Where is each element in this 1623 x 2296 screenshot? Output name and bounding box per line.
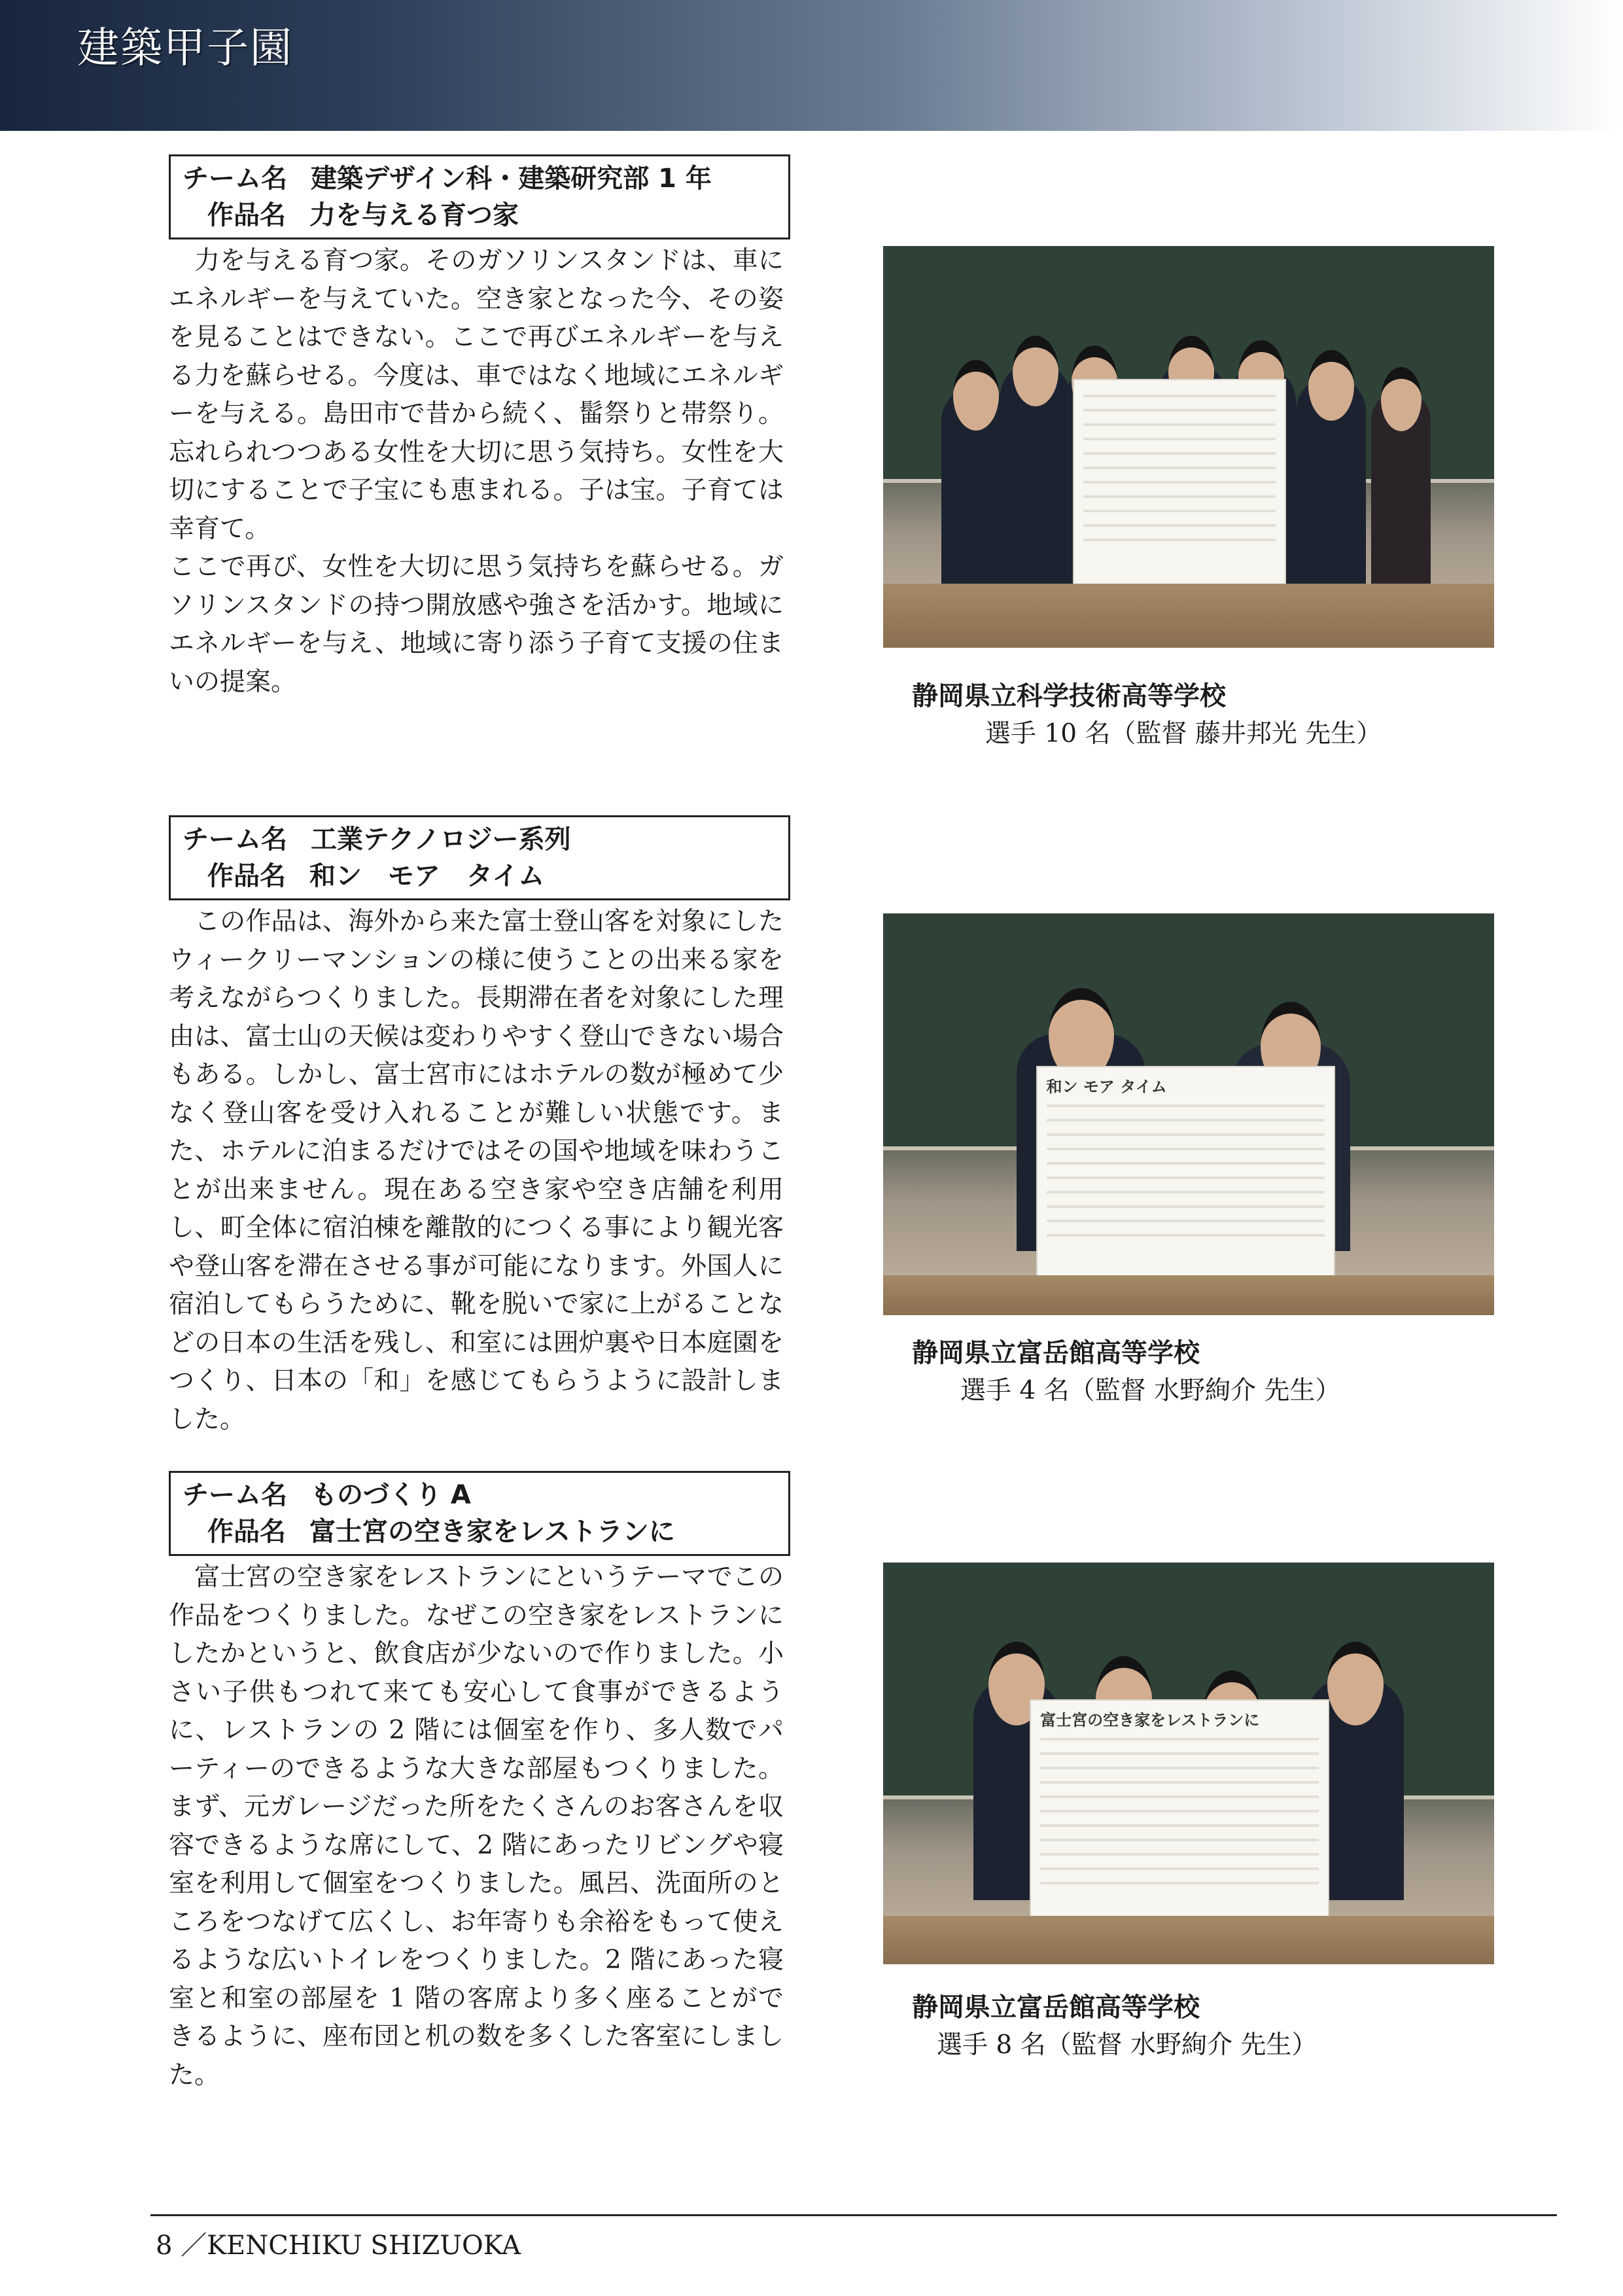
- team-photo: [883, 246, 1494, 648]
- work-label: 作品名: [207, 861, 286, 891]
- presentation-poster: [1036, 1066, 1336, 1283]
- presentation-poster: [1030, 1699, 1329, 1940]
- team-info-box: [169, 815, 790, 900]
- players-info: 選手 4 名（監督 水野絢介 先生）: [960, 1376, 1341, 1405]
- entry-1: [169, 154, 888, 701]
- team-name: 建築デザイン科・建築研究部 1 年: [311, 164, 712, 194]
- entry-2: [169, 815, 888, 1439]
- footer-rule: [150, 2214, 1557, 2216]
- presentation-poster: [1073, 379, 1287, 612]
- page-section-title: 建築甲子園: [77, 24, 293, 73]
- table: [883, 1916, 1494, 1964]
- team-name: 工業テクノロジー系列: [311, 824, 571, 855]
- school-name: 静岡県立富岳館高等学校: [912, 1338, 1200, 1368]
- players-info: 選手 10 名（監督 藤井邦光 先生）: [985, 719, 1382, 749]
- team-name: ものづくり A: [311, 1480, 471, 1510]
- work-name: 和ン モア タイム: [309, 861, 545, 891]
- players-info: 選手 8 名（監督 水野絢介 先生）: [937, 2030, 1318, 2060]
- school-name: 静岡県立科学技術高等学校: [912, 681, 1226, 711]
- work-name: 力を与える育つ家: [309, 200, 519, 230]
- team-label: チーム名: [183, 824, 287, 855]
- entry-3: [169, 1471, 888, 2094]
- work-label: 作品名: [207, 200, 286, 230]
- poster-title: 富士宮の空き家をレストランに: [1040, 1710, 1260, 1729]
- description-paragraph: ここで再び、女性を大切に思う気持ちを蘇らせる。ガソリンスタンドの持つ開放感や強さを活かす。地域にエネルギーを与え、地域に寄り添う子育て支援の住まいの提案。: [169, 552, 784, 697]
- work-label: 作品名: [207, 1517, 286, 1547]
- school-name: 静岡県立富岳館高等学校: [912, 1992, 1200, 2022]
- team-photo: [883, 913, 1494, 1315]
- table: [883, 584, 1494, 648]
- team-label: チーム名: [183, 164, 287, 194]
- description-paragraph: この作品は、海外から来た富士登山客を対象にしたウィークリーマンションの様に使うことの出来る家を考えながらつくりました。長期滞在者を対象にした理由は、富士山の天候は変わりやすく登山できない場合もある。しかし、富士宮市にはホテルの数が極めて少なく登山客を受け入れることが難しい状態です。また、ホテルに泊まるだけではその国や地域を味わうことが出来ません。現在ある空き家や空き店舗を利用し、町全体に宿泊棟を離散的につくる事により観光客や登山客を滞在させる事が可能になります。外国人に宿泊してもらうために、靴を脱いで家に上がることなどの日本の生活を残し、和室には囲炉裏や日本庭園をつくり、日本の「和」を感じてもらうように設計しました。: [169, 907, 784, 1434]
- table: [883, 1275, 1494, 1315]
- team-info-box: [169, 1471, 790, 1556]
- footer-page-label: 8 ／KENCHIKU SHIZUOKA: [156, 2231, 521, 2261]
- description: [169, 242, 784, 701]
- description: [169, 1559, 784, 2094]
- description-paragraph: 富士宮の空き家をレストランにというテーマでこの作品をつくりました。なぜこの空き家をレストランにしたかというと、飲食店が少ないので作りました。小さい子供もつれて来ても安心して食事ができるように、レストランの 2 階には個室を作り、多人数でパーティーのできるような大きな部屋もつくりました。まず、元ガレージだった所をたくさんのお客さんを収容できるような席にして、2 階にあったリビングや寝室を利用して個室をつくりました。風呂、洗面所のところをつなげて広くし、お年寄りも余裕をもって使えるような広いトイレをつくりました。2 階にあった寝室と和室の部屋を 1 階の客席より多く座ることができるように、座布団と机の数を多くした客室にしました。: [169, 1563, 784, 2090]
- team-info-box: [169, 154, 790, 239]
- description-paragraph: 力を与える育つ家。そのガソリンスタンドは、車にエネルギーを与えていた。空き家となった今、その姿を見ることはできない。ここで再びエネルギーを与える力を蘇らせる。今度は、車ではなく地域にエネルギーを与える。島田市で昔から続く、髷祭りと帯祭り。忘れられつつある女性を大切に思う気持ち。女性を大切にすることで子宝にも恵まれる。子は宝。子育ては幸育て。: [169, 246, 784, 544]
- team-photo: [883, 1563, 1494, 1964]
- team-label: チーム名: [183, 1480, 287, 1510]
- poster-title: 和ン モア タイム: [1046, 1078, 1167, 1097]
- description: [169, 903, 784, 1439]
- work-name: 富士宮の空き家をレストランに: [309, 1517, 675, 1547]
